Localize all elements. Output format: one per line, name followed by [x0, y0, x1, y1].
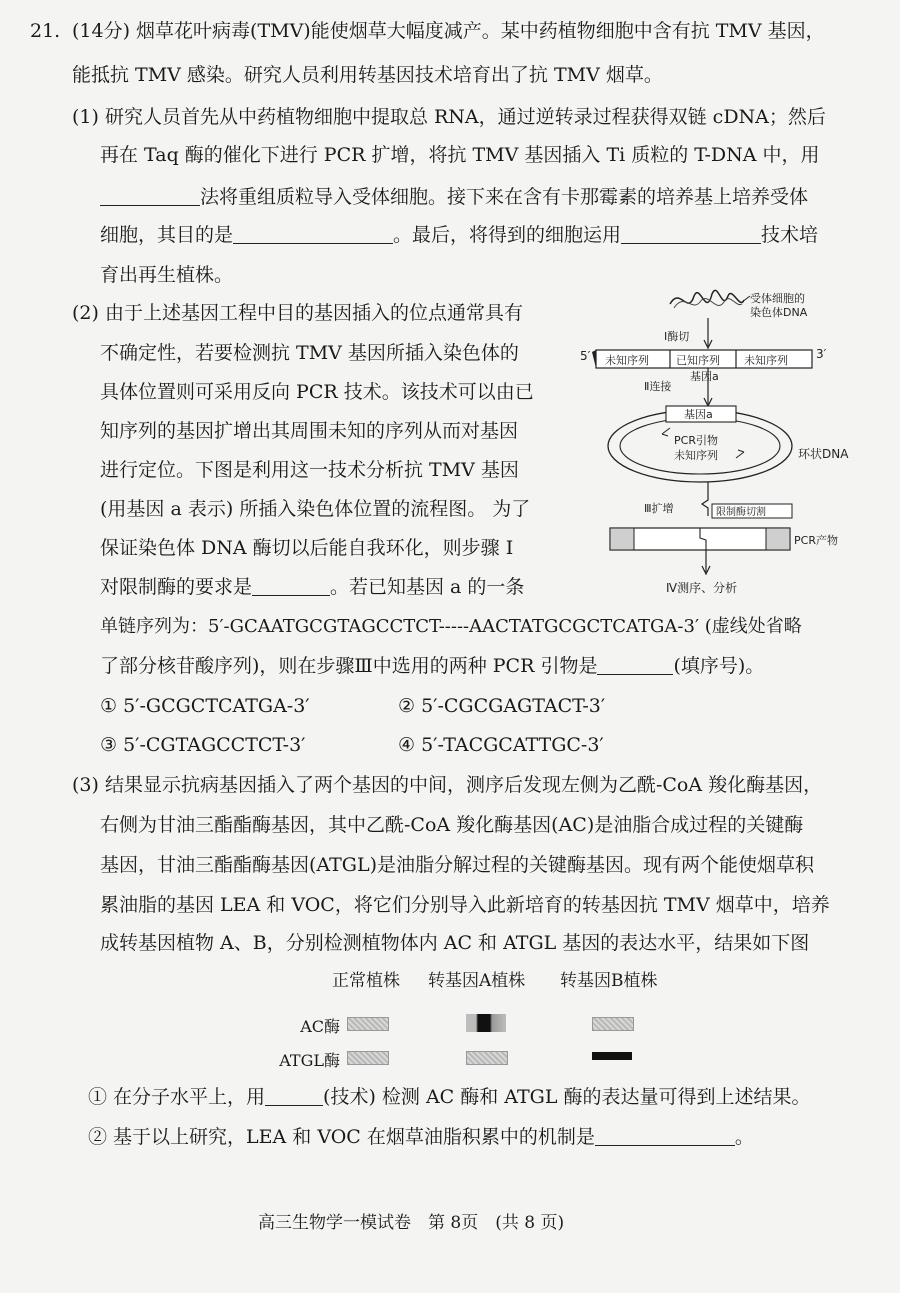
- part2-line-2: 不确定性，若要检测抗 TMV 基因所插入染色体的: [100, 342, 519, 364]
- question-intro-line-2: 能抵抗 TMV 感染。研究人员利用转基因技术培育出了抗 TMV 烟草。: [72, 64, 663, 86]
- blot-band-ac-plant-b: [592, 1017, 634, 1031]
- part3-q2-a: ② 基于以上研究，LEA 和 VOC 在烟草油脂积累中的机制是: [88, 1126, 595, 1148]
- blot-header-plant-a: 转基因A植株: [428, 971, 526, 991]
- question-intro-line-1: (14分) 烟草花叶病毒(TMV)能使烟草大幅度减产。某中药植物细胞中含有抗 TMV 基因，: [72, 20, 825, 42]
- part1-line-4-b: 。最后，将得到的细胞运用: [393, 224, 622, 246]
- question-number: 21.: [30, 20, 61, 42]
- part1-line-2: 再在 Taq 酶的催化下进行 PCR 扩增，将抗 TMV 基因插入 Ti 质粒的 T-DNA 中，用: [100, 144, 820, 166]
- part2-line-7: 保证染色体 DNA 酶切以后能自我环化，则步骤 I: [100, 537, 514, 559]
- part2-line-10: [100, 653, 764, 679]
- chromosome-label-1: 受体细胞的: [750, 292, 805, 305]
- five-prime-label: 5′: [580, 349, 591, 363]
- part1-line-1: (1) 研究人员首先从中药植物细胞中提取总 RNA，通过逆转录过程获得双链 cDNA；然后: [72, 106, 826, 128]
- blot-row-label-atgl: ATGL酶: [279, 1051, 340, 1070]
- answer-blank-enzyme-requirement[interactable]: [252, 575, 330, 596]
- part3-line-2: 右侧为甘油三酯酯酶基因，其中乙酰-CoA 羧化酶基因(AC)是油脂合成过程的关键酶: [100, 814, 804, 836]
- part2-line-10-a: 了部分核苷酸序列)，则在步骤Ⅲ中选用的两种 PCR 引物是: [100, 655, 598, 677]
- answer-blank-transfer-method[interactable]: [100, 185, 200, 206]
- answer-blank-primers[interactable]: [597, 654, 673, 675]
- inverse-pcr-flowchart: [570, 282, 870, 602]
- page-footer: 高三生物学一模试卷 第 8页 (共 8 页): [258, 1213, 565, 1233]
- part2-line-9: 单链序列为：5′-GCAATGCGTAGCCTCT-----AACTATGCGCTCATGA-3′ (虚线处省略: [100, 616, 802, 637]
- part1-line-5: 育出再生植株。: [100, 264, 234, 286]
- part2-line-3: 具体位置则可采用反向 PCR 技术。该技术可以由已: [100, 381, 534, 403]
- step-2-label: Ⅱ连接: [644, 380, 672, 393]
- answer-blank-purpose[interactable]: [233, 223, 393, 244]
- part1-line-4-c: 技术培: [761, 224, 819, 246]
- part3-q1-b: (技术) 检测 AC 酶和 ATGL 酶的表达量可得到上述结果。: [323, 1086, 811, 1108]
- segment-known: 已知序列: [676, 354, 720, 367]
- pcr-product-label: PCR产物: [794, 534, 838, 547]
- part2-line-5: 进行定位。下图是利用这一技术分析抗 TMV 基因: [100, 459, 519, 481]
- part2-line-6: (用基因 a 表示) 所插入染色体位置的流程图。 为了: [100, 498, 531, 520]
- blot-band-atgl-plant-a: [466, 1051, 508, 1065]
- segment-unknown-left: 未知序列: [605, 354, 649, 367]
- part2-line-4: 知序列的基因扩增出其周围未知的序列从而对基因: [100, 420, 519, 442]
- ring-gene-a-label: 基因a: [684, 408, 713, 421]
- part1-line-4: [100, 222, 818, 248]
- option-3: ③ 5′-CGTAGCCTCT-3′: [100, 734, 306, 756]
- part2-line-10-b: (填序号)。: [673, 655, 765, 677]
- part1-line-4-a: 细胞，其目的是: [100, 224, 234, 246]
- part3-line-1: (3) 结果显示抗病基因插入了两个基因的中间，测序后发现左侧为乙酰-CoA 羧化酶基因，: [72, 774, 823, 796]
- part2-line-8: [100, 574, 524, 600]
- ring-text-1: PCR引物: [674, 434, 718, 447]
- option-4: ④ 5′-TACGCATTGC-3′: [398, 734, 604, 756]
- blot-band-atgl-normal: [347, 1051, 389, 1065]
- blot-header-normal: 正常植株: [332, 971, 400, 991]
- part3-q2-b: 。: [734, 1126, 754, 1148]
- option-2: ② 5′-CGCGAGTACT-3′: [398, 695, 606, 717]
- part2-line-1: (2) 由于上述基因工程中目的基因插入的位点通常具有: [72, 302, 523, 324]
- part3-line-3: 基因，甘油三酯酯酶基因(ATGL)是油脂分解过程的关键酶基因。现有两个能使烟草积: [100, 854, 814, 876]
- part3-q1: [88, 1084, 810, 1110]
- part1-line-3: [100, 184, 808, 210]
- step-3-label: Ⅲ扩增: [644, 502, 674, 515]
- blot-band-ac-normal: [347, 1017, 389, 1031]
- part3-q1-a: ① 在分子水平上，用: [88, 1086, 266, 1108]
- segment-unknown-right: 未知序列: [744, 354, 788, 367]
- ring-text-2: 未知序列: [674, 449, 718, 462]
- part3-line-5: 成转基因植物 A、B，分别检测植物体内 AC 和 ATGL 基因的表达水平，结果如下图: [100, 932, 810, 954]
- enzyme-cut-label: 限制酶切割: [716, 507, 766, 518]
- part2-line-8-a: 对限制酶的要求是: [100, 576, 253, 598]
- part2-line-8-b: 。若已知基因 a 的一条: [330, 576, 525, 598]
- answer-blank-detection-technique[interactable]: [265, 1085, 323, 1106]
- step-1-label: Ⅰ酶切: [664, 330, 690, 343]
- ring-label: 环状DNA: [798, 447, 849, 461]
- step-4-label: Ⅳ测序、分析: [666, 581, 738, 595]
- answer-blank-technique[interactable]: [621, 223, 761, 244]
- blot-row-label-ac: AC酶: [300, 1017, 340, 1036]
- blot-header-plant-b: 转基因B植株: [560, 971, 658, 991]
- gene-a-top-label: 基因a: [690, 370, 719, 383]
- three-prime-label: 3′: [816, 347, 827, 361]
- part1-line-3-text: 法将重组质粒导入受体细胞。接下来在含有卡那霉素的培养基上培养受体: [200, 186, 809, 208]
- chromosome-label-2: 染色体DNA: [750, 306, 808, 319]
- option-1: ① 5′-GCGCTCATGA-3′: [100, 695, 310, 717]
- part3-q2: [88, 1124, 754, 1150]
- part3-line-4: 累油脂的基因 LEA 和 VOC，将它们分别导入此新培育的转基因抗 TMV 烟草中，培养: [100, 894, 830, 916]
- blot-band-atgl-plant-b: [592, 1052, 632, 1060]
- blot-band-ac-plant-a: [466, 1014, 506, 1032]
- answer-blank-mechanism[interactable]: [595, 1125, 735, 1146]
